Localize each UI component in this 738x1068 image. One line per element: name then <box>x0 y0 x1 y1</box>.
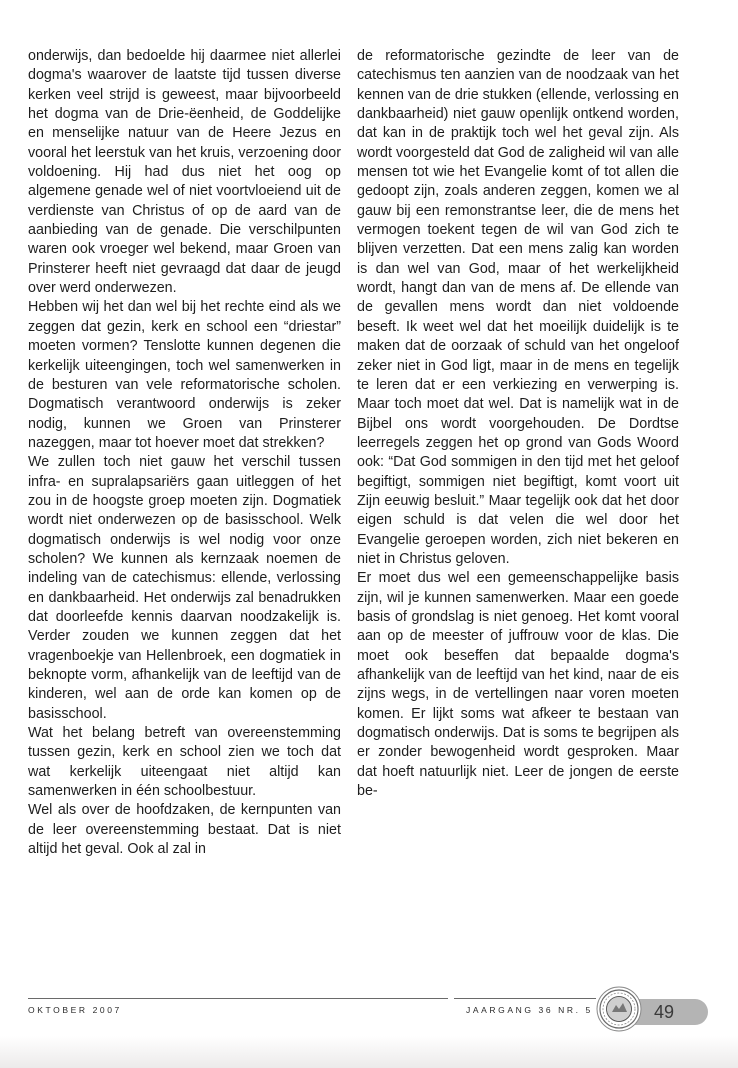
right-column <box>357 47 679 801</box>
left-paragraph-2: Hebben wij het dan wel bij het rechte eind als we zeggen dat gezin, kerk en school een “driestar” moeten vormen? Tenslotte kunnen degenen die kerkelijk uiteengingen, toch wel samenwerken in de besturen van vele reformatorische scholen. Dogmatisch verantwoord onderwijs is zeker nodig, kunnen we Groen van Prinsterer nazeggen, maar tot hoever moet dat strekken? <box>28 299 341 451</box>
page-number: 49 <box>654 1002 675 1022</box>
left-column <box>28 47 341 859</box>
footer-rule-right <box>454 998 596 999</box>
footer-rule-left <box>28 998 448 999</box>
left-paragraph-3: We zullen toch niet gauw het verschil tussen infra- en supralapsariërs gaan uitleggen of het zou in de hoogste groep moeten zijn. Dogmatiek wordt niet onderwezen op de basisschool. Welk dogmatisch onderwijs is wel nodig voor onze scholen? We kunnen als kernzaak noemen de indeling van de catechismus: ellende, verlossing en dankbaarheid. Het onderwijs zal benadrukken dat doorleefde kennis daarvan noodzakelijk is. Verder zouden we kunnen zeggen dat het vragenboekje van Hellenbroek, een dogmatiek in beknopte vorm, afhankelijk van de leeftijd van de kinderen, wel aan de orde kan komen op de basisschool. <box>28 454 341 722</box>
footer-date: OKTOBER 2007 <box>28 1005 122 1015</box>
right-paragraph-2: Er moet dus wel een gemeenschappelijke basis zijn, wil je kunnen samenwerken. Maar een goede basis of grondslag is niet genoeg. Het komt vooral aan op de meester of juffrouw voor de klas. Die moet ook beseffen dat bepaalde dogma's afhankelijk van de leeftijd van het kind, naar de eis zijns wegs, in de vertellingen naar voren moeten komen. Er lijkt soms wat afkeer te bestaan van dogmatisch onderwijs. Dat is soms te begrijpen als er zonder bewogenheid wordt gesproken. Maar dat hoeft natuurlijk niet. Leer de jongen de eerste be- <box>357 570 679 800</box>
page-bottom-edge <box>0 1036 738 1068</box>
left-paragraph-4: Wat het belang betreft van overeenstemming tussen gezin, kerk en school zien we toch dat wat kerkelijk uiteengaat niet altijd kan samenwerken in één schoolbestuur. <box>28 725 341 800</box>
footer-issue: JAARGANG 36 NR. 5 <box>466 1005 593 1015</box>
emblem-icon <box>596 986 642 1032</box>
left-paragraph-5: Wel als over de hoofdzaken, de kernpunten van de leer overeenstemming bestaat. Dat is niet altijd het geval. Ook al zal in <box>28 802 341 858</box>
right-paragraph-1: de reformatorische gezindte de leer van de catechismus ten aanzien van de noodzaak van het kennen van de drie stukken (ellende, verlossing en dankbaarheid) niet gauw openlijk ontkend worden, dat kan in de praktijk toch wel het geval zijn. Als wordt voorgesteld dat God de zaligheid wil van alle mensen tot wie het Evangelie komt of tot allen die gedoopt zijn, zoals anderen zeggen, komen we al gauw bij een remonstrantse leer, die de mens het vermogen toekent tegen de wil van God zich te blijven verzetten. Dat een mens zalig kan worden is dan wel van God, maar of het werkelijkheid wordt, hangt dan van de mens af. De ellende van de gevallen mens wordt dan niet voldoende beseft. Ik weet wel dat het moeilijk duidelijk is te maken dat de oorzaak of schuld van het ongeloof zeker niet in God ligt, maar in de mens en tegelijk te leren dat er een verkiezing en verwerping is. Maar toch moet dat wel. Dat is namelijk wat in de Bijbel ons wordt voorgehouden. De Dordtse leerregels zeggen het op grond van Gods Woord ook: “Dat God sommigen in den tijd met het geloof begiftigt, sommigen niet begiftigt, komt voort uit Zijn eeuwig besluit.” Maar tegelijk ook dat het door eigen schuld is dat velen die wel door het Evangelie geroepen worden, zich niet bekeren en niet in Christus geloven. <box>357 48 679 567</box>
left-paragraph-1: onderwijs, dan bedoelde hij daarmee niet allerlei dogma's waarover de laatste tijd tussen diverse kerken veel strijd is geweest, maar bijvoorbeeld het dogma van de Drie-ëenheid, de Goddelijke en menselijke natuur van de Heere Jezus en vooral het leerstuk van het kruis, verzoening door voldoening. Hij had dus niet het oog op algemene genade wel of niet voortvloeiend uit de verdienste van Christus of op de aard van de aanbieding van de genade. Die verschilpunten waren ook vroeger wel bekend, maar Groen van Prinsterer heeft niet gevraagd dat daar de jeugd over werd onderwezen. <box>28 48 341 297</box>
